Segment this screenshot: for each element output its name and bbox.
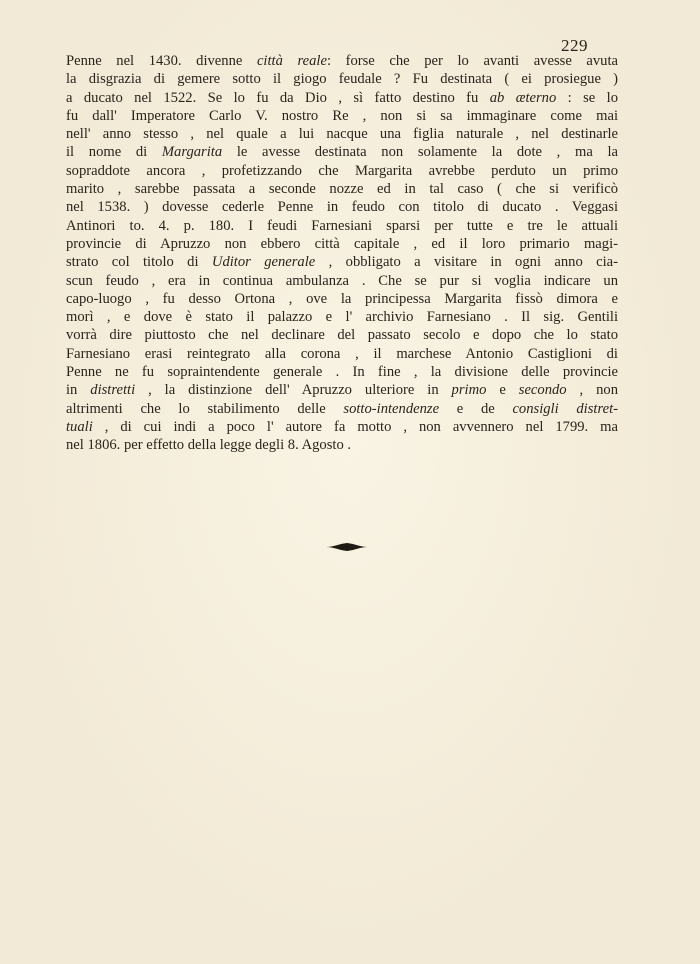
text-line [66,52,618,70]
text-segment: in [66,382,91,399]
text-segment: e de [439,400,513,417]
page-number: 229 [561,36,588,55]
text-segment: le avesse destinata non solamente la dote , ma la [222,144,618,161]
italic-text: secondo [518,382,567,399]
italic-text: tuali [66,418,93,435]
text-segment: marito , sarebbe passata a seconde nozze ed in tal caso ( che si verificò [66,181,618,198]
text-line [66,381,618,399]
text-line [66,272,618,290]
text-segment: scun feudo , era in continua ambulanza . Che se pur si voglia indicare un [66,272,618,289]
text-line [66,253,618,271]
text-segment: fu dall' Imperatore Carlo V. nostro Re , non si sa immaginare come mai [66,107,618,124]
text-segment: Farnesiano erasi reintegrato alla corona , il marchese Antonio Castiglioni di [66,345,618,362]
text-segment: altrimenti che lo stabilimento delle [66,400,344,417]
text-line [66,290,618,308]
text-line [66,436,618,454]
text-segment: , obbligato a visitare in ogni anno cia- [315,254,618,271]
italic-text: sotto-intendenze [343,400,440,417]
italic-text: Margarita [161,144,223,161]
text-segment: strato col titolo di [66,254,212,271]
tailpiece-ornament-icon [326,540,368,554]
text-segment: , non [566,382,618,399]
text-segment: vorrà dire piuttosto che nel declinare del passato secolo e dopo che lo stato [66,327,618,344]
text-line [66,308,618,326]
italic-text: ab æterno [489,89,557,106]
italic-text: Uditor generale [211,254,316,271]
text-line [66,235,618,253]
text-segment: , di cui indi a poco l' autore fa motto , non avvennero nel 1799. ma [92,418,618,435]
text-segment: Penne ne fu sopraintendente generale . In fine , la divisione delle provincie [66,364,618,381]
text-segment: e [486,382,519,399]
text-segment: , la distinzione dell' Apruzzo ulteriore in [135,382,452,399]
italic-text: consigli distret- [512,400,618,417]
text-line [66,180,618,198]
body-text [66,52,618,455]
italic-text: città reale [256,53,327,69]
text-segment: nel 1538. ) dovesse cederle Penne in feudo con titolo di ducato . Veggasi [66,199,618,216]
text-line [66,363,618,381]
text-line [66,70,618,88]
text-segment: Penne nel 1430. divenne [66,53,257,69]
text-segment: a ducato nel 1522. Se lo fu da Dio , sì fatto destino fu [66,89,490,106]
text-segment: nel 1806. per effetto della legge degli 8. Agosto . [66,437,352,454]
text-line [66,107,618,125]
text-line [66,418,618,436]
italic-text: distretti [90,382,136,399]
text-segment: : se lo [556,89,619,106]
text-line [66,326,618,344]
text-segment: nell' anno stesso , nel quale a lui nacque una figlia naturale , nel destinarle [66,126,618,143]
text-line [66,217,618,235]
text-line [66,400,618,418]
text-segment: il nome di [66,144,162,161]
text-segment: sopraddote ancora , profetizzando che Margarita avrebbe perduto un primo [66,162,618,179]
text-segment: : forse che per lo avanti avesse avuta [326,53,619,69]
text-segment: la disgrazia di gemere sotto il giogo feudale ? Fu destinata ( ei prosiegue ) [66,71,618,88]
text-line [66,125,618,143]
text-segment: capo-luogo , fu desso Ortona , ove la principessa Margarita fissò dimora e [66,290,618,307]
text-line [66,162,618,180]
italic-text: primo [451,382,487,399]
text-line [66,89,618,107]
text-line [66,198,618,216]
text-line [66,345,618,363]
text-segment: provincie di Apruzzo non ebbero città capitale , ed il loro primario magi- [66,235,618,252]
text-line [66,143,618,161]
text-segment: morì , e dove è stato il palazzo e l' archivio Farnesiano . Il sig. Gentili [66,309,618,326]
text-segment: Antinori to. 4. p. 180. I feudi Farnesiani sparsi per tutte e tre le attuali [66,217,618,234]
